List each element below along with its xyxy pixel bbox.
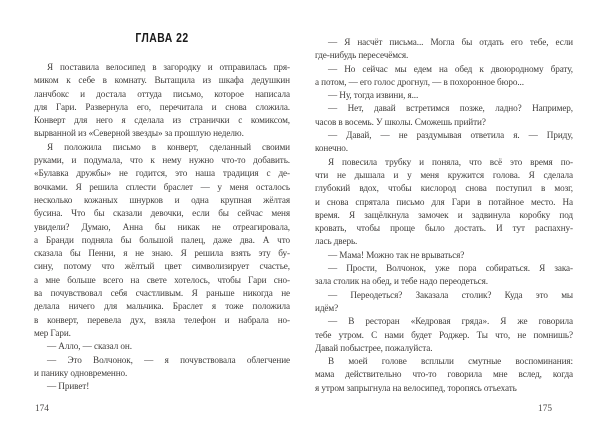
- text-line: где-нибудь пересечёмся.: [315, 50, 409, 61]
- text-line: ва почувствовал себя счастливым. Я раньше никогда не: [34, 288, 290, 299]
- text-line: руками, и подумала, что к нему нужно что-то добавить.: [34, 155, 290, 166]
- text-line: время. Я защёлкнула замочек и задвинула коробку под: [315, 209, 573, 220]
- text-line: а мне больше всего на свете хотелось, чтобы Гари сно-: [34, 274, 290, 285]
- text-line: сказала бы Пенни, я не знаю. Я решила взять эту бу-: [34, 248, 290, 259]
- text-line: конечно.: [315, 143, 348, 154]
- page-number-left: 174: [35, 404, 49, 414]
- text-line: а потом, — его голос дрогнул, — в похоронное бюро...: [315, 76, 524, 87]
- text-line: Давай побыстрее, пожалуйста.: [315, 342, 433, 353]
- paragraph: [315, 89, 573, 102]
- text-line: и снова спрятала письмо для Гари в потайное место. На: [315, 196, 573, 207]
- page-right: [315, 36, 573, 395]
- paragraph: [315, 315, 573, 355]
- chapter-heading: ГЛАВА 22: [135, 30, 189, 45]
- text-line: мер Гари.: [34, 327, 71, 338]
- text-line: кровать, чтобы проще было достать. И тут распахну-: [315, 223, 573, 234]
- text-line: идём?: [315, 302, 339, 313]
- text-line: зала столик на обед, и тебе надо переодеться.: [315, 276, 488, 287]
- text-line: глубокий вдох, чтобы кислород снова поступил в мозг,: [315, 183, 573, 194]
- text-line: — Алло, — сказал он.: [47, 341, 132, 352]
- text-line: — Но сейчас мы едем на обед к двоюродному брату,: [328, 63, 573, 74]
- text-line: для Гари. Развернула его, перечитала и снова сложила.: [34, 101, 290, 112]
- text-line: мама действительно что-то говорила мне вслед, когда: [315, 369, 573, 380]
- text-line: «Булавка дружбы» не годится, это наша традиция с де-: [34, 168, 290, 179]
- text-line: вырванной из «Северной звезды» за прошлую неделю.: [34, 128, 244, 139]
- text-line: — Переодеться? Заказала столик? Куда это мы: [328, 289, 573, 300]
- text-line: — В ресторан «Кедровая гряда». Я же говорила: [328, 316, 573, 327]
- text-line: я утром запрыгнула на велосипед, торопясь отъехать: [315, 382, 517, 393]
- text-line: — Привет!: [47, 381, 90, 392]
- text-line: увидели? Думаю, Анна бы никак не отреагировала,: [34, 221, 290, 232]
- text-line: а Бранди подняла бы большой палец, даже два. А что: [34, 234, 290, 245]
- paragraph: [315, 355, 573, 395]
- text-line: несколько кожаных шнурков и одна крупная жёлтая: [34, 194, 290, 205]
- text-line: в конверт, перевела дух, взяла телефон и набрала но-: [34, 314, 290, 325]
- paragraph: [34, 61, 290, 141]
- text-line: — Прости, Волчонок, уже пора собираться. Я зака-: [328, 263, 573, 274]
- text-line: В моей голове всплыли смутные воспоминания:: [328, 356, 573, 367]
- text-line: бусина. Что бы сказали девочки, если бы сейчас меня: [34, 208, 290, 219]
- paragraph: [315, 129, 573, 156]
- text-line: Конверт для него я сделала из странички с комиксом,: [34, 115, 290, 126]
- paragraph: [315, 36, 573, 63]
- text-line: часов в восемь. У школы. Сможешь прийти?: [315, 116, 486, 127]
- paragraph: [315, 262, 573, 289]
- paragraph: [34, 354, 290, 381]
- page-left: [34, 31, 290, 393]
- paragraph: [315, 102, 573, 129]
- text-line: Я положила письмо в конверт, сделанный своими: [47, 141, 290, 152]
- text-line: делала ничего для мальчика. Браслет я тоже положила: [34, 301, 290, 312]
- text-line: ланчбокс и достала оттуда письмо, которое написала: [34, 88, 290, 99]
- text-line: — Я насчёт письма... Могла бы отдать его тебе, если: [328, 37, 573, 47]
- text-line: сину, потому что жёлтый цвет символизирует счастье,: [34, 261, 290, 272]
- text-line: чти не дышала и у меня кружится голова. Я сделала: [315, 169, 573, 180]
- paragraph: [34, 141, 290, 340]
- paragraph: [34, 340, 290, 353]
- text-line: вочками. Я решила сплести браслет — у меня осталось: [34, 181, 290, 192]
- text-line: — Мама! Можно так не врываться?: [328, 249, 465, 260]
- text-line: — Ну, тогда извини, я...: [328, 90, 419, 101]
- page-body-right: [315, 36, 573, 395]
- paragraph: [315, 63, 573, 90]
- text-line: — Нет, давай встретимся позже, ладно? Например,: [328, 103, 573, 114]
- paragraph: [34, 380, 290, 393]
- text-line: Я повесила трубку и поняла, что всё это время по-: [328, 156, 573, 167]
- paragraph: [315, 249, 573, 262]
- text-line: — Это Волчонок, — я почувствовала облегчение: [47, 354, 290, 365]
- text-line: лась дверь.: [315, 236, 358, 247]
- paragraph: [315, 289, 573, 316]
- text-line: и панику одновременно.: [34, 367, 128, 378]
- text-line: миком к себе в комнату. Вытащила из шкафа дедушкин: [34, 75, 290, 86]
- text-line: тебе утром. С нами будет Роджер. Ты что, не помнишь?: [315, 329, 573, 340]
- page-body-left: [34, 61, 290, 393]
- paragraph: [315, 156, 573, 249]
- text-line: — Давай, — не раздумывая ответила я. — Приду,: [328, 130, 573, 141]
- text-line: Я поставила велосипед в загородку и отправилась пря-: [47, 62, 290, 72]
- page-number-right: 175: [538, 404, 552, 414]
